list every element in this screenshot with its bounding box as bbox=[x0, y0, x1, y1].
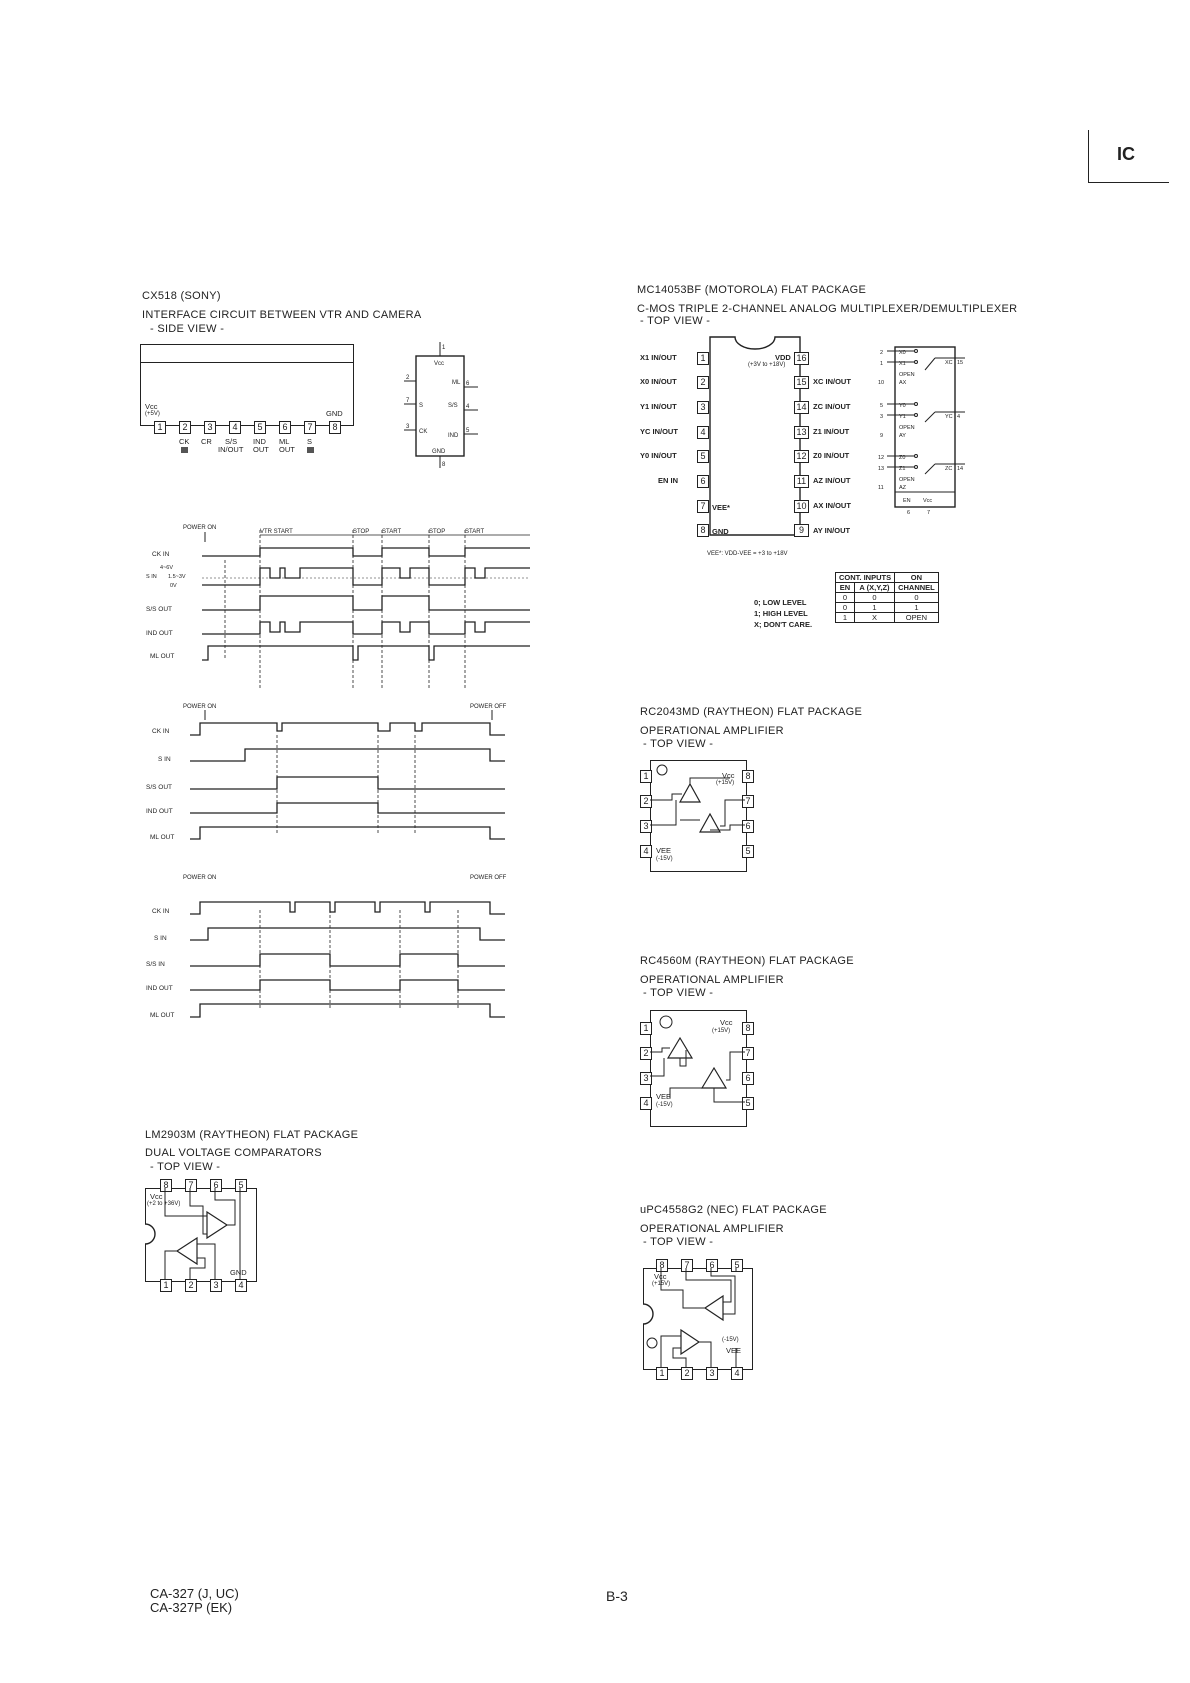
mc14053-sw-x0: X0 bbox=[899, 350, 906, 356]
upc4558-internals bbox=[643, 1268, 753, 1368]
cx518-gnd: GND bbox=[326, 409, 343, 418]
cx518-logic-symbol bbox=[400, 340, 490, 470]
mc14053-switch-schematic bbox=[875, 342, 975, 517]
mc14053-left-label-6: EN IN bbox=[658, 476, 679, 485]
timing1-level-mid: 1.5~3V bbox=[168, 574, 186, 580]
rc2043-pin-7: 7 bbox=[742, 795, 754, 808]
rc2043-pin-6: 6 bbox=[742, 820, 754, 833]
mc14053-pin-9: 9 bbox=[794, 524, 809, 537]
timing1-sig-ck-in: CK IN bbox=[152, 551, 170, 558]
tt-r3-en: 1 bbox=[836, 613, 855, 623]
rc2043-pin-1: 1 bbox=[640, 770, 652, 783]
footer-page-number: B-3 bbox=[606, 1588, 628, 1604]
mc14053-sw-yc: YC bbox=[945, 414, 953, 420]
mc14053-legend-low: 0; LOW LEVEL bbox=[754, 598, 807, 607]
upc4558-pin-3: 3 bbox=[706, 1367, 718, 1380]
tt-r1-en: 0 bbox=[836, 593, 855, 603]
mc14053-sw-open-x: OPEN bbox=[899, 372, 915, 378]
cx518-pinlabel2-out2: OUT bbox=[279, 445, 295, 454]
timing3-power-off: POWER OFF bbox=[470, 875, 507, 881]
rc4560-pin-8: 8 bbox=[742, 1022, 754, 1035]
footer-model-1: CA-327 (J, UC) bbox=[150, 1586, 239, 1601]
mc14053-pin-6: 6 bbox=[697, 475, 709, 488]
lm2903-pin-5: 5 bbox=[235, 1179, 247, 1192]
cx518-logic-p5: 5 bbox=[466, 428, 470, 434]
lm2903-subtitle: DUAL VOLTAGE COMPARATORS bbox=[145, 1147, 322, 1159]
rc4560-vee-volt: (-15V) bbox=[656, 1102, 673, 1108]
rc2043-vee: VEE bbox=[656, 846, 672, 855]
mc14053-sw-n4: 4 bbox=[957, 414, 961, 420]
mc14053-pin-1: 1 bbox=[697, 352, 709, 365]
cx518-marker-right bbox=[307, 447, 314, 453]
mc14053-pin-2: 2 bbox=[697, 376, 709, 389]
mc14053-right-label-15: XC IN/OUT bbox=[813, 377, 851, 386]
lm2903-vcc-volt: (+2 to +36V) bbox=[147, 1201, 181, 1207]
upc4558-pin-4: 4 bbox=[731, 1367, 743, 1380]
cx518-view: - SIDE VIEW - bbox=[150, 323, 225, 335]
rc4560-pin-6: 6 bbox=[742, 1072, 754, 1085]
timing1-sig-ss-out: S/S OUT bbox=[146, 606, 173, 613]
timing1-label-start-1: START bbox=[382, 529, 402, 535]
mc14053-sw-x1: X1 bbox=[899, 361, 906, 367]
mc14053-sw-n15: 15 bbox=[957, 360, 964, 366]
cx518-logic-p8: 8 bbox=[442, 462, 446, 468]
lm2903-internals bbox=[145, 1188, 257, 1280]
rc2043-vcc: Vcc bbox=[722, 771, 735, 780]
mc14053-sw-n12: 12 bbox=[878, 455, 885, 461]
timing1-level-high: 4~6V bbox=[160, 565, 173, 571]
lm2903-gnd: GND bbox=[230, 1268, 247, 1277]
rc4560-pin-5: 5 bbox=[742, 1097, 754, 1110]
cx518-logic-gnd: GND bbox=[432, 449, 446, 455]
timing-diagram-1 bbox=[140, 520, 530, 695]
rc2043-pin-2: 2 bbox=[640, 795, 652, 808]
upc4558-vcc: Vcc bbox=[654, 1272, 667, 1281]
rc4560-title: RC4560M (RAYTHEON) FLAT PACKAGE bbox=[640, 955, 854, 967]
cx518-pinlabel2-inout: IN/OUT bbox=[218, 445, 244, 454]
mc14053-gnd: GND bbox=[712, 527, 729, 536]
mc14053-sw-n13: 13 bbox=[878, 466, 885, 472]
lm2903-pin-3: 3 bbox=[210, 1279, 222, 1292]
section-tab bbox=[1088, 130, 1169, 183]
cx518-logic-s: S bbox=[419, 403, 424, 409]
mc14053-left-label-1: X1 IN/OUT bbox=[640, 353, 677, 362]
rc2043-title: RC2043MD (RAYTHEON) FLAT PACKAGE bbox=[640, 706, 863, 718]
mc14053-right-label-12: Z0 IN/OUT bbox=[813, 451, 850, 460]
rc2043-pin-3: 3 bbox=[640, 820, 652, 833]
rc2043-view: - TOP VIEW - bbox=[643, 738, 714, 750]
upc4558-title: uPC4558G2 (NEC) FLAT PACKAGE bbox=[640, 1204, 827, 1216]
upc4558-pin-1: 1 bbox=[656, 1367, 668, 1380]
mc14053-pin-16: 16 bbox=[794, 352, 809, 365]
lm2903-view: - TOP VIEW - bbox=[150, 1161, 221, 1173]
mc14053-sw-n2: 2 bbox=[880, 350, 884, 356]
cx518-logic-vcc: Vcc bbox=[434, 361, 445, 367]
cx518-pinlabel-ind: IND bbox=[253, 437, 266, 446]
mc14053-pin-4: 4 bbox=[697, 426, 709, 439]
mc14053-sw-az: AZ bbox=[899, 485, 907, 491]
mc14053-view: - TOP VIEW - bbox=[640, 315, 711, 327]
mc14053-pin-5: 5 bbox=[697, 450, 709, 463]
cx518-pin-8: 8 bbox=[329, 421, 341, 434]
mc14053-pin-15: 15 bbox=[794, 376, 809, 389]
lm2903-pin-6: 6 bbox=[210, 1179, 222, 1192]
mc14053-sw-n1: 1 bbox=[880, 361, 884, 367]
timing1-sig-ind-out: IND OUT bbox=[146, 630, 173, 637]
cx518-logic-p4: 4 bbox=[466, 404, 470, 410]
cx518-logic-ss: S/S bbox=[448, 403, 458, 409]
mc14053-pin-12: 12 bbox=[794, 450, 809, 463]
mc14053-pin-3: 3 bbox=[697, 401, 709, 414]
mc14053-pin-11: 11 bbox=[794, 475, 809, 488]
mc14053-sw-y0: Y0 bbox=[899, 403, 906, 409]
lm2903-pin-4: 4 bbox=[235, 1279, 247, 1292]
timing1-label-stop-1: STOP bbox=[353, 529, 370, 535]
cx518-pin-2: 2 bbox=[179, 421, 191, 434]
rc4560-subtitle: OPERATIONAL AMPLIFIER bbox=[640, 974, 784, 986]
lm2903-pin-8: 8 bbox=[160, 1179, 172, 1192]
tt-r1-ch: 0 bbox=[895, 593, 939, 603]
mc14053-left-label-4: YC IN/OUT bbox=[640, 427, 678, 436]
mc14053-sw-open-y: OPEN bbox=[899, 425, 915, 431]
rc2043-subtitle: OPERATIONAL AMPLIFIER bbox=[640, 725, 784, 737]
mc14053-legend-high: 1; HIGH LEVEL bbox=[754, 609, 808, 618]
mc14053-sw-n5: 5 bbox=[880, 403, 884, 409]
lm2903-pin-7: 7 bbox=[185, 1179, 197, 1192]
cx518-pin-1: 1 bbox=[154, 421, 166, 434]
rc4560-vcc-volt: (+15V) bbox=[712, 1028, 731, 1034]
rc4560-pin-1: 1 bbox=[640, 1022, 652, 1035]
timing3-sig-s-in: S IN bbox=[154, 935, 167, 942]
mc14053-sw-z1: Z1 bbox=[899, 466, 906, 472]
timing3-power-on: POWER ON bbox=[183, 875, 217, 881]
rc4560-pin-7: 7 bbox=[742, 1047, 754, 1060]
timing2-power-on: POWER ON bbox=[183, 704, 217, 710]
mc14053-title: MC14053BF (MOTOROLA) FLAT PACKAGE bbox=[637, 284, 867, 296]
mc14053-sw-n9: 9 bbox=[880, 433, 884, 439]
timing3-sig-ind-out: IND OUT bbox=[146, 985, 173, 992]
upc4558-subtitle: OPERATIONAL AMPLIFIER bbox=[640, 1223, 784, 1235]
mc14053-sw-xc: XC bbox=[945, 360, 953, 366]
cx518-logic-p7: 7 bbox=[406, 398, 410, 404]
cx518-pinlabel-cr: CR bbox=[201, 437, 212, 446]
mc14053-sw-n7: 7 bbox=[927, 510, 931, 516]
upc4558-pin-2: 2 bbox=[681, 1367, 693, 1380]
cx518-pin-5: 5 bbox=[254, 421, 266, 434]
mc14053-right-label-14: ZC IN/OUT bbox=[813, 402, 851, 411]
lm2903-pin-1: 1 bbox=[160, 1279, 172, 1292]
cx518-pinlabel-s: S bbox=[307, 437, 313, 446]
mc14053-pin-7: 7 bbox=[697, 500, 709, 513]
section-tab-label: IC bbox=[1117, 144, 1135, 164]
mc14053-left-label-5: Y0 IN/OUT bbox=[640, 451, 677, 460]
cx518-logic-ml: ML bbox=[452, 380, 461, 386]
timing3-sig-ss-in: S/S IN bbox=[146, 961, 165, 968]
mc14053-note: VEE*: VDD-VEE = +3 to +18V bbox=[707, 551, 788, 557]
rc2043-pin-4: 4 bbox=[640, 845, 652, 858]
timing1-sig-ml-out: ML OUT bbox=[150, 653, 175, 660]
cx518-pin-4: 4 bbox=[229, 421, 241, 434]
mc14053-left-label-2: X0 IN/OUT bbox=[640, 377, 677, 386]
upc4558-view: - TOP VIEW - bbox=[643, 1236, 714, 1248]
cx518-vcc-volt: (+5V) bbox=[145, 411, 160, 417]
tt-r3-a: X bbox=[854, 613, 894, 623]
tt-head-on: ON bbox=[895, 573, 939, 583]
rc2043-vee-volt: (-15V) bbox=[656, 856, 673, 862]
mc14053-sw-zc: ZC bbox=[945, 466, 953, 472]
lm2903-vcc: Vcc bbox=[150, 1192, 163, 1201]
tt-head-en: EN bbox=[836, 583, 855, 593]
mc14053-right-label-9: AY IN/OUT bbox=[813, 526, 851, 535]
mc14053-vee: VEE* bbox=[712, 503, 730, 512]
rc2043-pin-8: 8 bbox=[742, 770, 754, 783]
mc14053-pin-13: 13 bbox=[794, 426, 809, 439]
timing1-label-start-2: START bbox=[465, 529, 485, 535]
rc2043-internals bbox=[650, 760, 745, 870]
footer-model-2: CA-327P (EK) bbox=[150, 1600, 233, 1615]
mc14053-right-label-13: Z1 IN/OUT bbox=[813, 427, 850, 436]
lm2903-pin-2: 2 bbox=[185, 1279, 197, 1292]
cx518-pin-6: 6 bbox=[279, 421, 291, 434]
lm2903-title: LM2903M (RAYTHEON) FLAT PACKAGE bbox=[145, 1129, 359, 1141]
tt-r2-en: 0 bbox=[836, 603, 855, 613]
cx518-logic-p1: 1 bbox=[442, 345, 446, 351]
upc4558-pin-6: 6 bbox=[706, 1259, 718, 1272]
mc14053-sw-ax: AX bbox=[899, 380, 907, 386]
rc4560-pin-2: 2 bbox=[640, 1047, 652, 1060]
timing2-sig-ind-out: IND OUT bbox=[146, 808, 173, 815]
cx518-subtitle: INTERFACE CIRCUIT BETWEEN VTR AND CAMERA bbox=[142, 309, 422, 321]
tt-r2-a: 1 bbox=[854, 603, 894, 613]
cx518-pin-7: 7 bbox=[304, 421, 316, 434]
timing1-label-stop-2: STOP bbox=[429, 529, 446, 535]
timing1-level-low: 0V bbox=[170, 583, 177, 589]
mc14053-pin-8: 8 bbox=[697, 524, 709, 537]
cx518-marker-left bbox=[181, 447, 188, 453]
rc2043-vcc-volt: (+15V) bbox=[716, 780, 735, 786]
tt-r2-ch: 1 bbox=[895, 603, 939, 613]
cx518-vcc: Vcc bbox=[145, 402, 158, 411]
upc4558-pin-7: 7 bbox=[681, 1259, 693, 1272]
timing1-sig-s-in: S IN bbox=[146, 574, 157, 580]
cx518-logic-p6: 6 bbox=[466, 381, 470, 387]
timing2-sig-s-in: S IN bbox=[158, 756, 171, 763]
tt-head-a: A (X,Y,Z) bbox=[854, 583, 894, 593]
cx518-pinlabel-ss: S/S bbox=[225, 437, 238, 446]
mc14053-sw-n14: 14 bbox=[957, 466, 964, 472]
mc14053-truth-table bbox=[835, 572, 939, 623]
mc14053-sw-n10: 10 bbox=[878, 380, 885, 386]
mc14053-vdd: VDD bbox=[775, 353, 791, 362]
upc4558-pin-5: 5 bbox=[731, 1259, 743, 1272]
timing1-label-vtr-start: VTR START bbox=[260, 529, 293, 535]
timing-diagram-3 bbox=[140, 870, 530, 1035]
mc14053-sw-vcc: Vcc bbox=[923, 498, 933, 504]
cx518-pinlabel-ck: CK bbox=[179, 437, 190, 446]
timing-diagram-2 bbox=[140, 695, 530, 860]
rc4560-vcc: Vcc bbox=[720, 1018, 733, 1027]
timing2-power-off: POWER OFF bbox=[470, 704, 507, 710]
timing2-sig-ck-in: CK IN bbox=[152, 728, 170, 735]
tt-r3-ch: OPEN bbox=[895, 613, 939, 623]
cx518-logic-p2: 2 bbox=[406, 375, 410, 381]
mc14053-right-label-10: AX IN/OUT bbox=[813, 501, 851, 510]
rc4560-pin-4: 4 bbox=[640, 1097, 652, 1110]
cx518-pinlabel2-out1: OUT bbox=[253, 445, 269, 454]
cx518-logic-ind: IND bbox=[448, 433, 459, 439]
tt-head-channel: CHANNEL bbox=[895, 583, 939, 593]
mc14053-sw-ay: AY bbox=[899, 433, 906, 439]
mc14053-pin-10: 10 bbox=[794, 500, 809, 513]
rc4560-internals bbox=[650, 1010, 745, 1125]
rc2043-pin-5: 5 bbox=[742, 845, 754, 858]
mc14053-sw-n11: 11 bbox=[878, 485, 884, 491]
mc14053-sw-n3: 3 bbox=[880, 414, 884, 420]
mc14053-right-label-11: AZ IN/OUT bbox=[813, 476, 851, 485]
upc4558-vee: VEE bbox=[726, 1346, 742, 1355]
mc14053-vdd-volt: (+3V to +18V) bbox=[748, 362, 786, 368]
cx518-logic-ck: CK bbox=[419, 429, 428, 435]
rc4560-view: - TOP VIEW - bbox=[643, 987, 714, 999]
mc14053-sw-z0: Z0 bbox=[899, 455, 906, 461]
mc14053-legend-dontcare: X; DON'T CARE. bbox=[754, 620, 813, 629]
tt-head-cont: CONT. INPUTS bbox=[836, 573, 895, 583]
mc14053-pin-14: 14 bbox=[794, 401, 809, 414]
timing3-sig-ck-in: CK IN bbox=[152, 908, 170, 915]
rc4560-pin-3: 3 bbox=[640, 1072, 652, 1085]
mc14053-sw-open-z: OPEN bbox=[899, 477, 915, 483]
rc4560-vee: VEE bbox=[656, 1092, 672, 1101]
mc14053-sw-en: EN bbox=[903, 498, 911, 504]
cx518-title: CX518 (SONY) bbox=[142, 290, 221, 302]
mc14053-sw-n6: 6 bbox=[907, 510, 911, 516]
timing2-sig-ss-out: S/S OUT bbox=[146, 784, 173, 791]
upc4558-vcc-volt: (+15V) bbox=[652, 1281, 671, 1287]
mc14053-subtitle: C-MOS TRIPLE 2-CHANNEL ANALOG MULTIPLEXER/DEMULTIPLEXER bbox=[637, 303, 1018, 315]
cx518-logic-p3: 3 bbox=[406, 424, 410, 430]
upc4558-vee-volt: (-15V) bbox=[722, 1337, 739, 1343]
timing1-label-power-on: POWER ON bbox=[183, 525, 217, 531]
mc14053-left-label-3: Y1 IN/OUT bbox=[640, 402, 677, 411]
cx518-pin-3: 3 bbox=[204, 421, 216, 434]
mc14053-sw-y1: Y1 bbox=[899, 414, 906, 420]
tt-r1-a: 0 bbox=[854, 593, 894, 603]
upc4558-pin-8: 8 bbox=[656, 1259, 668, 1272]
timing2-sig-ml-out: ML OUT bbox=[150, 834, 175, 841]
timing3-sig-ml-out: ML OUT bbox=[150, 1012, 175, 1019]
cx518-pinlabel-ml: ML bbox=[279, 437, 290, 446]
